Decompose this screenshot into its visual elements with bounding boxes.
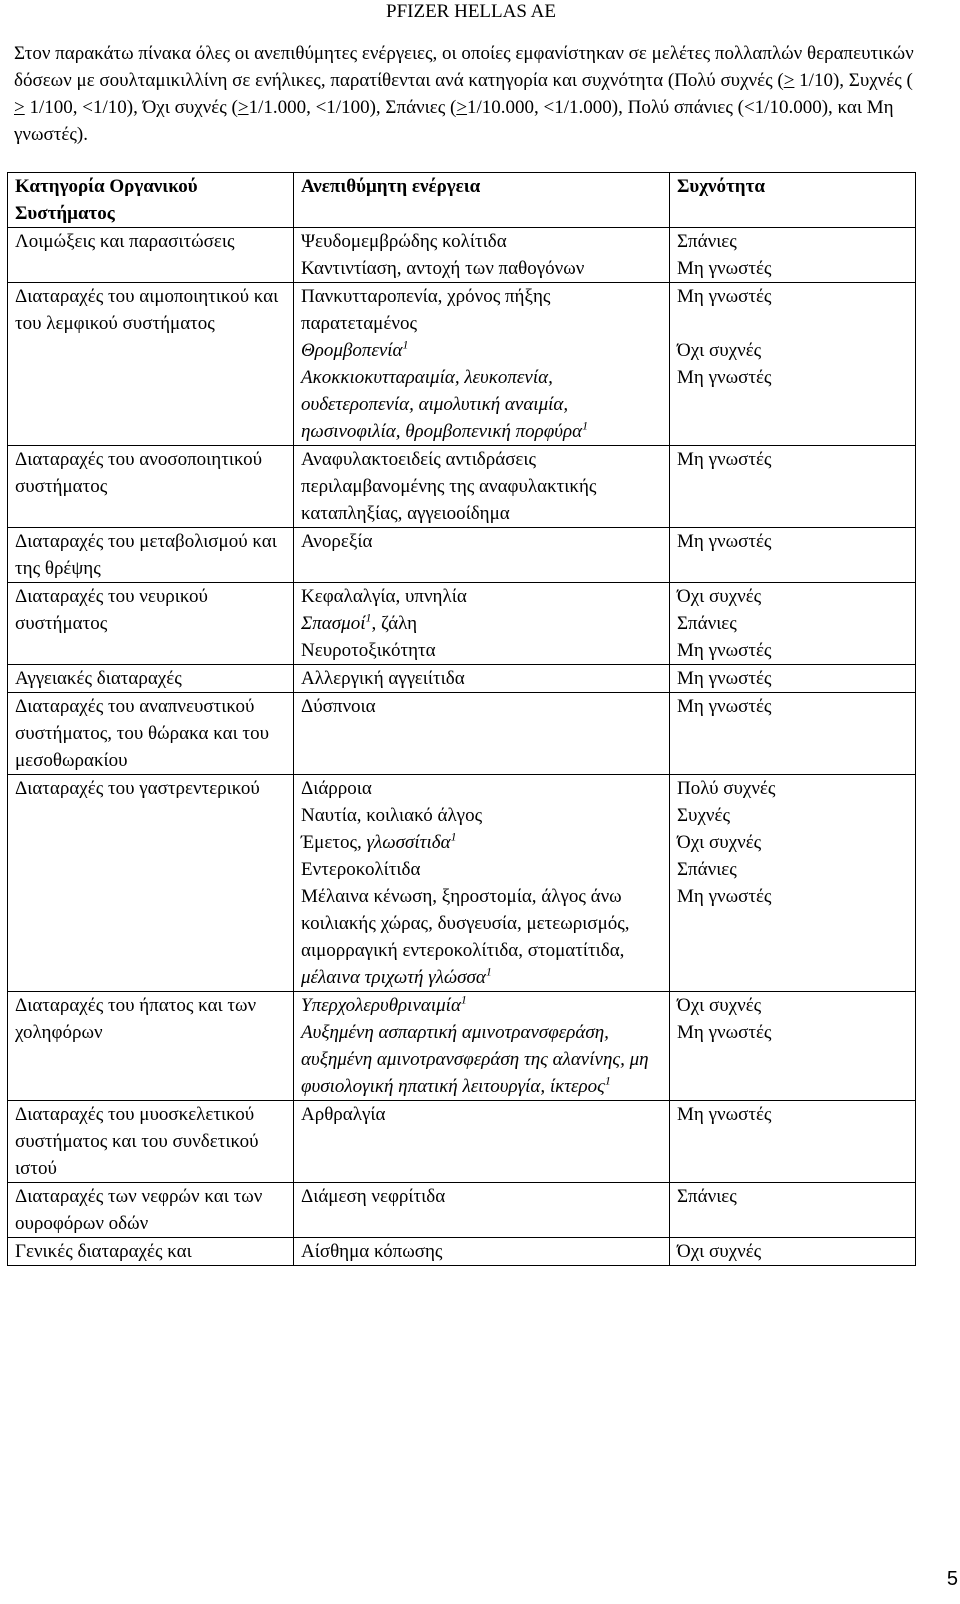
frequency-cell: Μη γνωστές — [677, 258, 772, 279]
reaction-cell — [294, 337, 670, 364]
reaction-cell — [294, 829, 670, 856]
reaction-text: Ακοκκιοκυτταραιμία, λευκοπενία, ουδετεροπενία, αιμολυτική αναιμία, ηωσινοφιλία, θρομβοπενική πορφύρα — [301, 367, 583, 442]
footnote-marker: 1 — [460, 992, 467, 1007]
frequency-cell: Σπάνιες — [677, 613, 737, 634]
frequency-cell: Μη γνωστές — [677, 640, 772, 661]
reaction-cell — [294, 1019, 670, 1101]
table-row — [8, 775, 916, 803]
ge-symbol: > — [456, 97, 468, 118]
table-row — [8, 228, 916, 256]
reaction-cell: Διάμεση νεφρίτιδα — [294, 1183, 670, 1238]
frequency-cell: Μη γνωστές — [670, 446, 916, 528]
reaction-cell — [294, 992, 670, 1020]
soc-cell: Διαταραχές των νεφρών και των ουροφόρων οδών — [8, 1183, 294, 1238]
reaction-cell: Νευροτοξικότητα — [294, 637, 670, 665]
reaction-cell: Αλλεργική αγγειίτιδα — [294, 665, 670, 693]
reaction-text: Θρομβοπενία — [301, 340, 403, 361]
frequency-cell: Όχι συχνές — [677, 832, 762, 853]
frequency-cell: Μη γνωστές — [670, 693, 916, 775]
reaction-text: , ζάλη — [371, 613, 418, 634]
table-row — [8, 665, 916, 693]
intro-text-1: Στον παρακάτω πίνακα όλες οι ανεπιθύμητες ενέργειες, οι οποίες εμφανίστηκαν σε μελέτες πολλαπλών θεραπευτικών δόσεων με σουλταμικιλλίνη σε ενήλικες, παρατίθενται ανά κατηγορία και συχνότητα (Πολύ συχνές ( — [14, 43, 914, 91]
header-frequency: Συχνότητα — [670, 173, 916, 228]
frequency-cell: Πολύ συχνές — [670, 775, 916, 803]
frequency-cell: Σπάνιες — [677, 859, 737, 880]
frequency-cell: Σπάνιες — [670, 1183, 916, 1238]
footnote-marker: 1 — [485, 964, 492, 979]
soc-cell: Διαταραχές του μυοσκελετικού συστήματος και του συνδετικού ιστού — [8, 1101, 294, 1183]
table-row — [8, 992, 916, 1020]
frequency-cell: Όχι συχνές — [677, 340, 762, 361]
ge-symbol: > — [14, 97, 25, 118]
soc-cell: Γενικές διαταραχές και — [8, 1238, 294, 1266]
reaction-text: Έμετος, — [301, 832, 367, 853]
table-row — [8, 528, 916, 583]
reaction-text-italic: γλωσσίτιδα — [366, 832, 451, 853]
reaction-cell: Ψευδομεμβρώδης κολίτιδα — [294, 228, 670, 256]
reaction-cell — [294, 610, 670, 637]
table-row — [8, 1183, 916, 1238]
table-row — [8, 1101, 916, 1183]
page-number: 5 — [946, 1568, 958, 1590]
reaction-cell: Καντιντίαση, αντοχή των παθογόνων — [294, 255, 670, 283]
frequency-cell: Μη γνωστές — [670, 283, 916, 338]
ge-symbol: > — [783, 70, 795, 91]
ge-symbol: > — [237, 97, 249, 118]
frequency-cell: Μη γνωστές — [677, 886, 772, 907]
footnote-marker: 1 — [450, 829, 457, 844]
table-row — [8, 1238, 916, 1266]
soc-cell: Αγγειακές διαταραχές — [8, 665, 294, 693]
frequency-cell: Μη γνωστές — [677, 1022, 772, 1043]
intro-paragraph — [14, 40, 914, 148]
reaction-cell: Ναυτία, κοιλιακό άλγος — [294, 802, 670, 829]
frequency-cell: Μη γνωστές — [677, 367, 772, 388]
reaction-cell: Διάρροια — [294, 775, 670, 803]
intro-text-2: 1/10), Συχνές ( — [794, 70, 913, 91]
footnote-marker: 1 — [604, 1073, 611, 1088]
reaction-cell: Εντεροκολίτιδα — [294, 856, 670, 883]
table-row — [8, 446, 916, 528]
frequency-cell: Μη γνωστές — [670, 1101, 916, 1183]
soc-cell: Διαταραχές του νευρικού συστήματος — [8, 583, 294, 665]
adverse-reactions-table — [7, 172, 916, 1266]
soc-cell: Διαταραχές του γαστρεντερικού — [8, 775, 294, 992]
reaction-cell: Κεφαλαλγία, υπνηλία — [294, 583, 670, 611]
header-reaction: Ανεπιθύμητη ενέργεια — [294, 173, 670, 228]
document-header: PFIZER HELLAS AE — [386, 1, 556, 22]
frequency-cell: Όχι συχνές — [670, 583, 916, 611]
table-row — [8, 283, 916, 338]
table-header-row — [8, 173, 916, 228]
reaction-cell — [294, 883, 670, 992]
soc-cell: Διαταραχές του αναπνευστικού συστήματος, του θώρακα και του μεσοθωρακίου — [8, 693, 294, 775]
frequency-cell: Μη γνωστές — [670, 665, 916, 693]
footnote-marker: 1 — [365, 610, 372, 625]
soc-cell: Διαταραχές του μεταβολισμού και της θρέψης — [8, 528, 294, 583]
frequency-cell: Μη γνωστές — [670, 528, 916, 583]
frequency-cell: Συχνές — [677, 805, 730, 826]
footnote-marker: 1 — [402, 337, 409, 352]
reaction-cell: Δύσπνοια — [294, 693, 670, 775]
soc-cell: Διαταραχές του ανοσοποιητικού συστήματος — [8, 446, 294, 528]
intro-text-5: 1/10.000, <1/1.000), Πολύ σπάνιες (<1/10.000), και Μη γνωστές). — [14, 97, 894, 145]
reaction-text-italic: μέλαινα τριχωτή γλώσσα — [301, 967, 486, 988]
table-row — [8, 693, 916, 775]
reaction-cell — [294, 364, 670, 446]
reaction-text-italic: Υπερχολερυθριναιμία — [301, 995, 461, 1016]
reaction-cell: Αίσθημα κόπωσης — [294, 1238, 670, 1266]
frequency-cell: Όχι συχνές — [670, 992, 916, 1020]
reaction-text: Μέλαινα κένωση, ξηροστομία, άλγος άνω κοιλιακής χώρας, δυσγευσία, μετεωρισμός, αιμορραγική εντεροκολίτιδα, στοματίτιδα, — [301, 886, 630, 961]
header-soc: Κατηγορία Οργανικού Συστήματος — [8, 173, 294, 228]
intro-text-3: 1/100, <1/10), Όχι συχνές ( — [24, 97, 238, 118]
soc-cell: Διαταραχές του ήπατος και των χοληφόρων — [8, 992, 294, 1101]
reaction-cell: Ανορεξία — [294, 528, 670, 583]
soc-cell: Διαταραχές του αιμοποιητικού και του λεμφικού συστήματος — [8, 283, 294, 446]
reaction-cell: Αρθραλγία — [294, 1101, 670, 1183]
table-row — [8, 583, 916, 611]
reaction-text-italic: Σπασμοί — [301, 613, 366, 634]
intro-text-4: 1/1.000, <1/100), Σπάνιες ( — [248, 97, 457, 118]
frequency-cell: Όχι συχνές — [670, 1238, 916, 1266]
frequency-cell: Σπάνιες — [670, 228, 916, 256]
footnote-marker: 1 — [582, 418, 589, 433]
reaction-text-italic: Αυξημένη ασπαρτική αμινοτρανσφεράση, αυξημένη αμινοτρανσφεράση της αλανίνης, μη φυσιολογική ηπατική λειτουργία, ίκτερος — [301, 1022, 649, 1097]
soc-cell: Λοιμώξεις και παρασιτώσεις — [8, 228, 294, 283]
reaction-cell: Αναφυλακτοειδείς αντιδράσεις περιλαμβανομένης της αναφυλακτικής καταπληξίας, αγγειοοίδημα — [294, 446, 670, 528]
reaction-cell: Πανκυτταροπενία, χρόνος πήξης παρατεταμένος — [294, 283, 670, 338]
